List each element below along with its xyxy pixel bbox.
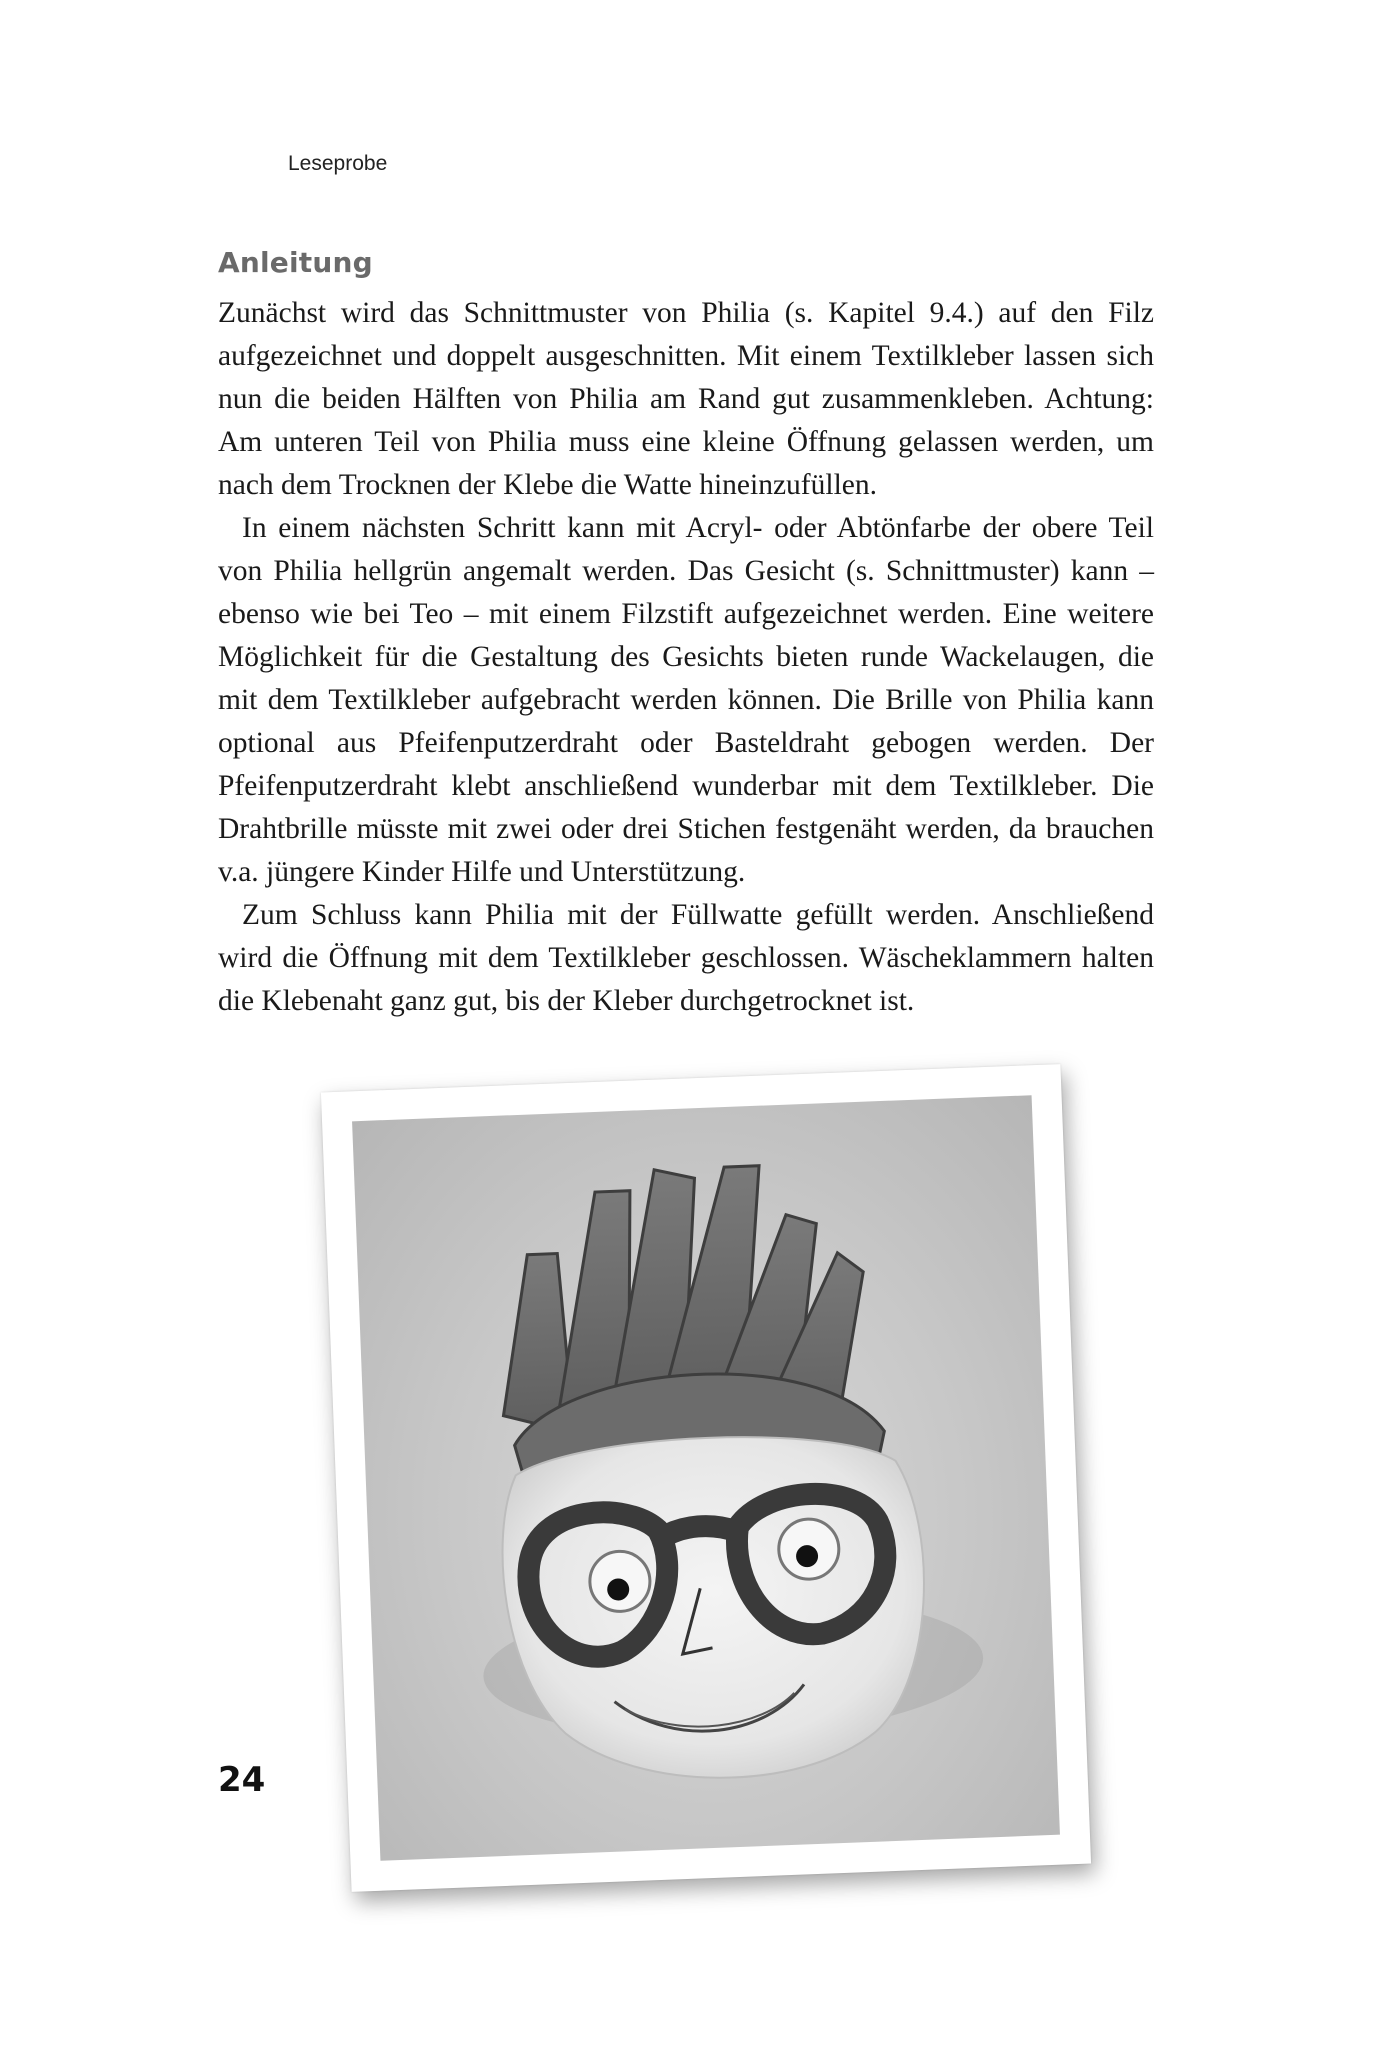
felt-doll-photo	[352, 1095, 1060, 1861]
page-number: 24	[218, 1760, 266, 1800]
body-text	[218, 292, 1154, 1023]
paragraph-3: Zum Schluss kann Philia mit der Füllwatte gefüllt werden. Anschließend wird die Öffnung mit dem Textilkleber geschlossen. Wäscheklammern halten die Klebenaht ganz gut, bis der Kleber durchgetrocknet ist.	[218, 899, 1154, 1017]
running-header: Leseprobe	[288, 152, 388, 175]
paragraph-1: Zunächst wird das Schnittmuster von Philia (s. Kapitel 9.4.) auf den Filz aufgezeichnet und doppelt ausgeschnitten. Mit einem Textilkleber lassen sich nun die beiden Hälften von Philia am Rand gut zusammenkleben. Achtung: Am unteren Teil von Philia muss eine kleine Öffnung gelassen werden, um nach dem Trocknen der Klebe die Watte hineinzufüllen.	[218, 297, 1154, 501]
section-heading: Anleitung	[218, 246, 373, 279]
paragraph-2: In einem nächsten Schritt kann mit Acryl- oder Abtönfarbe der obere Teil von Philia hellgrün angemalt werden. Das Gesicht (s. Schnittmuster) kann – ebenso wie bei Teo – mit einem Filzstift aufgezeichnet werden. Eine weitere Möglichkeit für die Gestaltung des Gesichts bieten runde Wackelaugen, die mit dem Textilkleber aufgebracht werden können. Die Brille von Philia kann optional aus Pfeifenputzerdraht oder Basteldraht gebogen werden. Der Pfeifenputzerdraht klebt anschließend wunderbar mit dem Textilkleber. Die Drahtbrille müsste mit zwei oder drei Stichen festgenäht werden, da brauchen v.a. jüngere Kinder Hilfe und Unterstützung.	[218, 512, 1154, 888]
felt-doll-illustration	[352, 1095, 1060, 1861]
photo-frame	[321, 1064, 1091, 1892]
